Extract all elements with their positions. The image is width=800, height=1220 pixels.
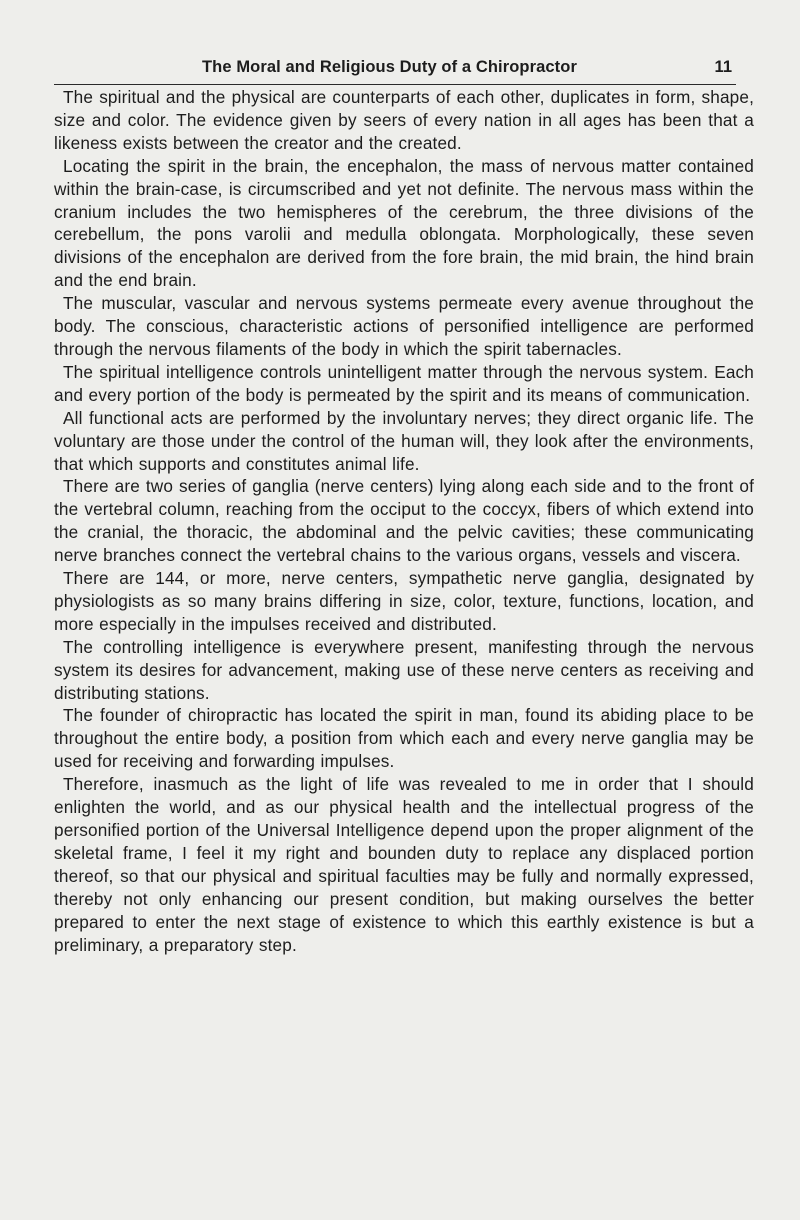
paragraph-9: The founder of chiropractic has located the spirit in man, found its abiding place to be throughout the entire body, a position from which each and every nerve ganglia may be used for receiving and forwarding impulses. (54, 705, 754, 772)
paragraph-5: All functional acts are performed by the involuntary nerves; they direct organic life. The voluntary are those under the control of the human will, they look after the environments, that which supports and constitutes animal life. (54, 407, 754, 474)
body-text (54, 86, 754, 956)
paragraph-7: There are 144, or more, nerve centers, sympathetic nerve ganglia, designated by physiologists as so many brains differing in size, color, texture, functions, location, and more especially in the impulses received and distributed. (54, 568, 754, 634)
paragraph-8: The controlling intelligence is everywhere present, manifesting through the nervous system its desires for advancement, making use of these nerve centers as receiving and distributing stations. (54, 636, 754, 703)
paragraph-2: Locating the spirit in the brain, the encephalon, the mass of nervous matter contained within the brain-case, is circumscribed and yet not definite. The nervous mass within the cranium includes the two hemispheres of the cerebrum, the three divisions of the cerebellum, the pons varolii and medulla oblongata. Morphologically, these seven divisions of the encephalon are derived from the fore brain, the mid brain, the hind brain and the end brain. (54, 155, 754, 291)
paragraph-6: There are two series of ganglia (nerve centers) lying along each side and to the front of the vertebral column, reaching from the occiput to the coccyx, fibers of which extend into the cranial, the thoracic, the abdominal and the pelvic cavities; these communicating nerve branches connect the vertebral chains to the various organs, vessels and viscera. (54, 476, 754, 566)
chapter-title: The Moral and Religious Duty of a Chiropractor (202, 58, 577, 76)
paragraph-10: Therefore, inasmuch as the light of life was revealed to me in order that I should enlighten the world, and as our physical health and the intellectual progress of the personified portion of the Universal Intelligence depend upon the proper alignment of the skeletal frame, I feel it my right and bounden duty to replace any displaced portion thereof, so that our physical and spiritual faculties may be fully and normally expressed, thereby not only enhancing our present condition, but making ourselves the better prepared to enter the next stage of existence to which this earthly existence is but a preliminary, a preparatory step. (54, 774, 754, 955)
paragraph-4: The spiritual intelligence controls unintelligent matter through the nervous system. Each and every portion of the body is permeated by the spirit and its means of communication. (54, 361, 754, 405)
running-header (54, 54, 736, 85)
paragraph-3: The muscular, vascular and nervous systems permeate every avenue throughout the body. The conscious, characteristic actions of personified intelligence are performed through the nervous filaments of the body in which the spirit tabernacles. (54, 293, 754, 359)
paragraph-1: The spiritual and the physical are counterparts of each other, duplicates in form, shape, size and color. The evidence given by seers of every nation in all ages has been that a likeness exists between the creator and the created. (54, 87, 754, 153)
page-number: 11 (714, 58, 732, 76)
